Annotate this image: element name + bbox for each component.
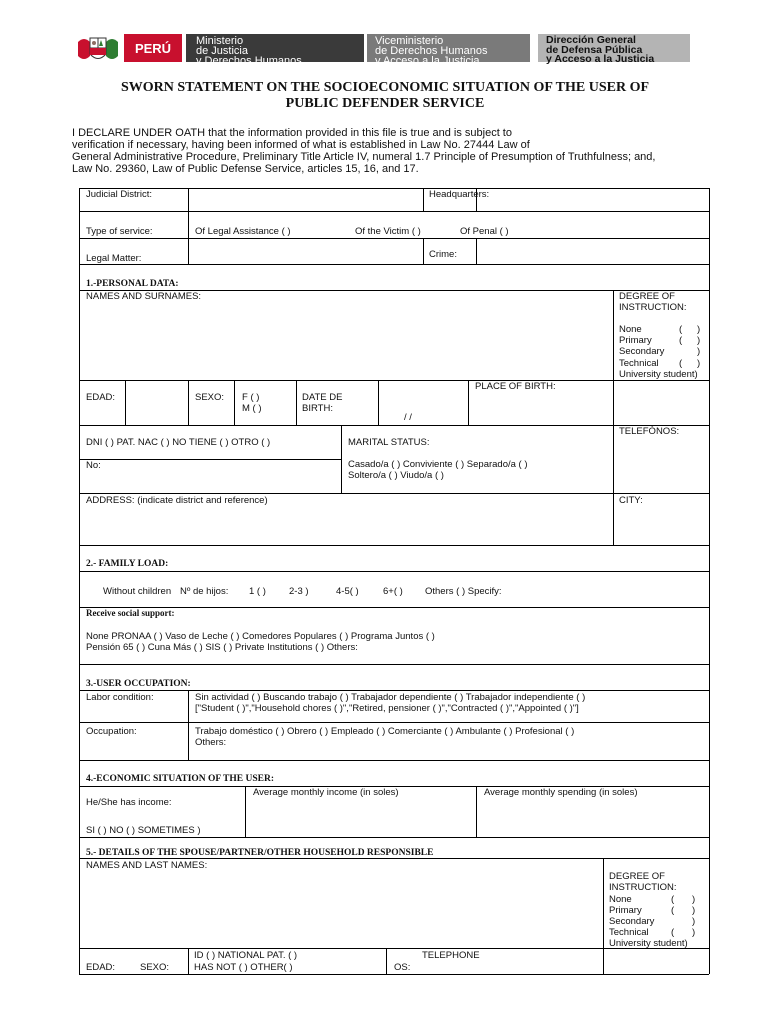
penal-option[interactable]: Of Penal ( ) xyxy=(460,226,509,237)
income-options[interactable]: SI ( ) NO ( ) SOMETIMES ) xyxy=(86,825,201,836)
section-2-heading: 2.- FAMILY LOAD: xyxy=(86,559,169,569)
children-option-6plus[interactable]: 6+( ) xyxy=(383,586,403,597)
children-count-label: Nº de hijos: xyxy=(180,586,229,597)
viceministry-logo: Viceministerio de Derechos Humanos y Acceso a la Justicia xyxy=(367,34,530,62)
birth-date-field[interactable]: / / xyxy=(404,412,412,423)
marital-options-row2[interactable]: Soltero/a ( ) Viudo/a ( ) xyxy=(348,470,444,481)
document-number-label: No: xyxy=(86,460,101,471)
avg-spending-label: Average monthly spending (in soles) xyxy=(484,787,638,798)
peru-logo: PERÚ xyxy=(124,34,182,62)
without-children-option[interactable]: Without children xyxy=(103,586,172,597)
social-support-heading: Receive social support: xyxy=(86,608,175,618)
spouse-edad-label: EDAD: xyxy=(86,962,116,973)
sex-female-option[interactable]: F ( ) xyxy=(242,392,260,403)
coat-of-arms-icon xyxy=(76,34,120,64)
sexo-label: SEXO: xyxy=(195,392,225,403)
degree-primary[interactable]: Primary xyxy=(619,335,652,346)
spouse-degree-secondary[interactable]: Secondary xyxy=(609,916,655,927)
city-label: CITY: xyxy=(619,495,643,506)
names-surnames-label: NAMES AND SURNAMES: xyxy=(86,291,202,302)
edad-label: EDAD: xyxy=(86,392,116,403)
spouse-degree-university[interactable]: University student) xyxy=(609,938,688,949)
direction-logo: Dirección General de Defensa Pública y Acceso a la Justicia xyxy=(538,34,690,62)
judicial-district-label: Judicial District: xyxy=(86,189,152,200)
sex-male-option[interactable]: M ( ) xyxy=(242,403,262,414)
children-option-1[interactable]: 1 ( ) xyxy=(249,586,266,597)
telefonos-label: TELEFÓNOS: xyxy=(619,426,680,437)
occupation-label: Occupation: xyxy=(86,726,137,737)
victim-option[interactable]: Of the Victim ( ) xyxy=(355,226,421,237)
page-title: SWORN STATEMENT ON THE SOCIOECONOMIC SITUATION OF THE USER OF PUBLIC DEFENDER SERVICE xyxy=(120,80,650,111)
type-of-service-label: Type of service: xyxy=(86,226,153,237)
children-option-2-3[interactable]: 2-3 ) xyxy=(289,586,309,597)
section-1-heading: 1.-PERSONAL DATA: xyxy=(86,279,179,289)
marital-status-label: MARITAL STATUS: xyxy=(348,437,430,448)
occupation-options[interactable]: Trabajo doméstico ( ) Obrero ( ) Empleado ( ) Comerciante ( ) Ambulante ( ) Profesional ( ) xyxy=(195,726,575,737)
names-last-names-label: NAMES AND LAST NAMES: xyxy=(86,860,208,871)
headquarters-label: Headquarters: xyxy=(429,189,490,200)
legal-assistance-option[interactable]: Of Legal Assistance ( ) xyxy=(195,226,291,237)
ministry-logo: Ministerio de Justicia y Derechos Humanos xyxy=(186,34,364,62)
spouse-id-other-options[interactable]: HAS NOT ( ) OTHER( ) xyxy=(194,962,293,973)
crime-label: Crime: xyxy=(429,249,457,260)
section-4-heading: 4.-ECONOMIC SITUATION OF THE USER: xyxy=(86,774,275,784)
spouse-telephone-label: TELEPHONE xyxy=(422,950,480,961)
occupation-others[interactable]: Others: xyxy=(195,737,227,748)
labor-options-row1[interactable]: Sin actividad ( ) Buscando trabajo ( ) Trabajador dependiente ( ) Trabajador independiente ( ) xyxy=(195,692,586,703)
spouse-degree-primary[interactable]: Primary xyxy=(609,905,642,916)
degree-secondary[interactable]: Secondary xyxy=(619,346,665,357)
document-type-options[interactable]: DNI ( ) PAT. NAC ( ) NO TIENE ( ) OTRO ( ) xyxy=(86,437,271,448)
marital-options-row1[interactable]: Casado/a ( ) Conviviente ( ) Separado/a ( ) xyxy=(348,459,528,470)
avg-income-label: Average monthly income (in soles) xyxy=(253,787,399,798)
degree-none[interactable]: None xyxy=(619,324,642,335)
date-of-birth-label: DATE DE xyxy=(302,392,343,403)
social-support-options-row2[interactable]: Pensión 65 ( ) Cuna Más ( ) SIS ( ) Private Institutions ( ) Others: xyxy=(86,642,358,653)
spouse-degree-technical[interactable]: Technical xyxy=(609,927,649,938)
children-others-option[interactable]: Others ( ) Specify: xyxy=(425,586,502,597)
spouse-sexo-label: SEXO: xyxy=(140,962,170,973)
place-of-birth-label: PLACE OF BIRTH: xyxy=(475,381,556,392)
spouse-id-options[interactable]: ID ( ) NATIONAL PAT. ( ) xyxy=(194,950,298,961)
legal-matter-label: Legal Matter: xyxy=(86,253,142,264)
spouse-degree-none[interactable]: None xyxy=(609,894,632,905)
degree-technical[interactable]: Technical xyxy=(619,358,659,369)
intro-paragraph: I DECLARE UNDER OATH that the information provided in this file is true and is subject to verification if necessary, having been informed of what is established in Law No. 27444 Law of General Administrative Procedure, Preliminary Title Article IV, numeral 1.7 Principle of Presumption of Truthfulness; and, Law No. 29360, Law of Public Defense Service, articles 15, 16, and 17. xyxy=(72,127,656,175)
has-income-label: He/She has income: xyxy=(86,797,172,808)
address-label: ADDRESS: (indicate district and reference) xyxy=(86,495,268,506)
children-option-4-5[interactable]: 4-5( ) xyxy=(336,586,359,597)
section-3-heading: 3.-USER OCCUPATION: xyxy=(86,679,191,689)
labor-options-row2[interactable]: ["Student ( )","Household chores ( )","Retired, pensioner ( )","Contracted ( )","Appointed ( )"] xyxy=(195,703,579,714)
section-5-heading: 5.- DETAILS OF THE SPOUSE/PARTNER/OTHER HOUSEHOLD RESPONSIBLE xyxy=(86,848,434,858)
social-support-options-row1[interactable]: None PRONAA ( ) Vaso de Leche ( ) Comedores Populares ( ) Programa Juntos ( ) xyxy=(86,631,435,642)
degree-university[interactable]: University student) xyxy=(619,369,698,380)
labor-condition-label: Labor condition: xyxy=(86,692,154,703)
